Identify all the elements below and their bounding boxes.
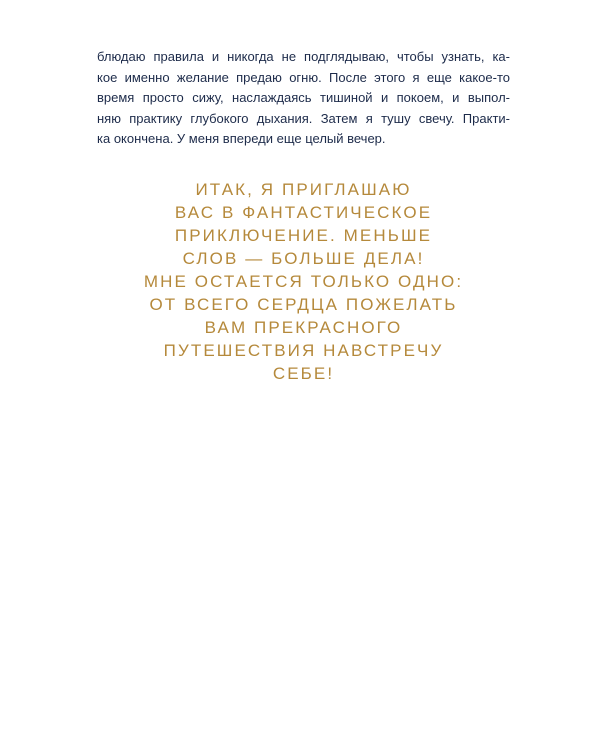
highlighted-quote bbox=[97, 178, 510, 385]
paragraph-line: ка окончена. У меня впереди еще целый вечер. bbox=[97, 131, 386, 146]
quote-line: ВАС В ФАНТАСТИЧЕСКОЕ bbox=[174, 203, 433, 222]
quote-line: СЛОВ — БОЛЬШЕ ДЕЛА! bbox=[182, 249, 425, 268]
paragraph-line: время просто сижу, наслаждаясь тишиной и покоем, и выпол- bbox=[97, 90, 510, 105]
quote-line: ПРИКЛЮЧЕНИЕ. МЕНЬШЕ bbox=[174, 226, 433, 245]
quote-line: ОТ ВСЕГО СЕРДЦА ПОЖЕЛАТЬ bbox=[149, 295, 458, 314]
quote-line: СЕБЕ! bbox=[272, 364, 335, 383]
paragraph-line: кое именно желание предаю огню. После этого я еще какое-то bbox=[97, 69, 510, 85]
paragraph-line: няю практику глубокого дыхания. Затем я тушу свечу. Практи- bbox=[97, 110, 510, 126]
quote-line: ВАМ ПРЕКРАСНОГО bbox=[204, 318, 403, 337]
quote-line: ПУТЕШЕСТВИЯ НАВСТРЕЧУ bbox=[163, 341, 444, 360]
paragraph-line: блюдаю правила и никогда не подглядываю, чтобы узнать, ка- bbox=[97, 49, 510, 64]
quote-line: МНЕ ОСТАЕТСЯ ТОЛЬКО ОДНО: bbox=[143, 272, 464, 291]
body-paragraph bbox=[97, 47, 510, 150]
quote-line: ИТАК, Я ПРИГЛАШАЮ bbox=[195, 180, 412, 199]
